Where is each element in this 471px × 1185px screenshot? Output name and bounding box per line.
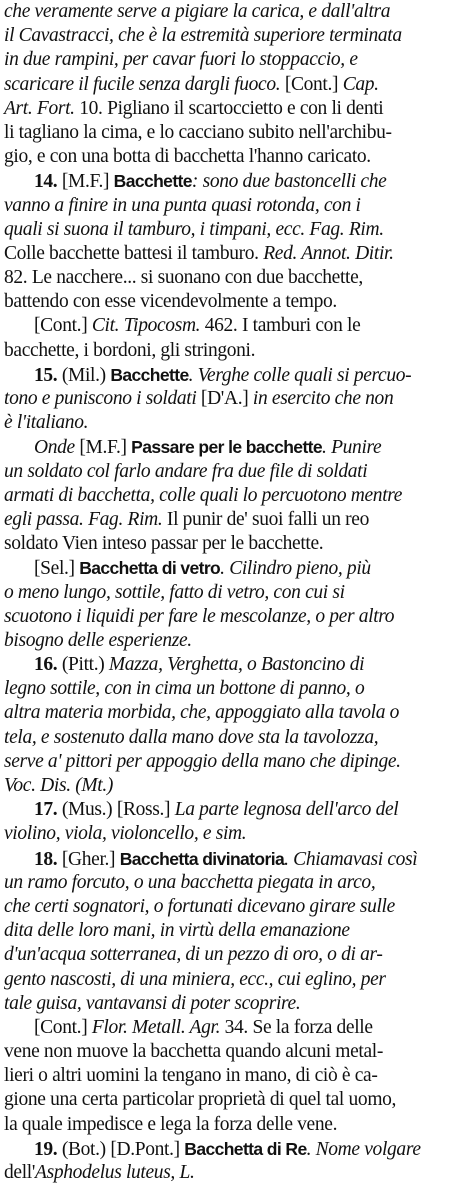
text-segment: li tagliano la cima, e lo cacciano subito nell'archibu- xyxy=(4,121,392,143)
text-line xyxy=(4,218,467,242)
text-segment: legno sottile, con in cima un bottone di panno, o xyxy=(4,678,365,700)
text-segment: è l'italiano. xyxy=(4,412,89,434)
sense-number: 15. xyxy=(34,364,62,386)
text-segment: scaricare il fucile senza dargli fuoco. xyxy=(4,73,285,95)
text-segment: d'un'acqua sotterranea, di un pezzo di oro, o di ar- xyxy=(4,944,383,966)
text-line xyxy=(4,1088,467,1112)
text-segment: dita delle loro mani, in virtù della emanazione xyxy=(4,920,350,942)
text-line xyxy=(4,290,467,314)
text-segment: Art. Fort. xyxy=(4,97,80,119)
text-segment: [Cont.] xyxy=(34,1016,92,1038)
text-line xyxy=(4,943,467,967)
text-segment: battendo con esse vicendevolmente a tempo. xyxy=(4,291,337,313)
text-line xyxy=(4,581,467,605)
text-segment: [Cont.] xyxy=(284,73,343,95)
text-segment: (Mus.) [Ross.] xyxy=(61,799,175,821)
text-line xyxy=(4,145,467,169)
text-segment: bacchette, i bordoni, gli stringoni. xyxy=(4,339,256,361)
text-segment: (Bot.) [D.Pont.] xyxy=(61,1138,185,1160)
text-line xyxy=(4,750,467,774)
text-segment: serve a' pittori per appoggio della mano che dipinge. xyxy=(4,750,401,772)
text-segment: tela, e sostenuto dalla mano dove sta la tavolozza, xyxy=(4,726,379,748)
text-line xyxy=(4,871,467,895)
text-segment: 10. Pigliano il scartoccietto e con li denti xyxy=(79,97,384,119)
text-segment: vene non muove la bacchetta quando alcuni metal- xyxy=(4,1041,383,1063)
text-segment: o meno lungo, sottile, fatto di vetro, con cui si xyxy=(4,581,345,603)
text-line xyxy=(4,822,467,846)
text-segment: Mazza, Verghetta, o Bastoncino di xyxy=(108,654,365,676)
sense-number: 19. xyxy=(34,1138,62,1160)
text-segment: Flor. Metall. Agr. xyxy=(91,1016,225,1038)
sense-number: 18. xyxy=(34,848,62,870)
text-line xyxy=(4,1113,467,1137)
text-segment: un soldato col farlo andare fra due file di soldati xyxy=(4,460,368,482)
text-segment: in due rampini, per cavar fuori lo stoppaccio, e xyxy=(4,49,358,71)
text-line xyxy=(4,266,467,290)
text-segment: . Chiamavasi così xyxy=(284,848,418,870)
text-line xyxy=(4,992,467,1016)
text-segment: tale guisa, vantavansi di poter scoprire. xyxy=(4,992,301,1014)
text-line xyxy=(4,556,467,580)
text-segment: la quale impedisce e lega la forza delle vene. xyxy=(4,1113,338,1135)
text-segment: tono e puniscono i soldati xyxy=(4,388,201,409)
text-segment: . Punire xyxy=(322,437,382,459)
text-segment: il Cavastracci, xyxy=(4,25,119,47)
text-segment: scuotono i liquidi per fare le mescolanze, o per altro xyxy=(4,605,395,627)
entry-headword: Bacchetta di Re xyxy=(184,1138,307,1159)
text-line xyxy=(4,73,467,97)
text-line xyxy=(4,774,467,798)
text-segment: egli passa. Fag. Rim. xyxy=(4,508,167,530)
sense-number: 16. xyxy=(34,654,62,676)
text-segment: 34. Se la forza delle xyxy=(224,1016,373,1038)
text-line xyxy=(4,968,467,992)
text-line xyxy=(4,726,467,750)
text-line xyxy=(4,0,467,24)
text-line xyxy=(4,339,467,363)
text-line xyxy=(4,97,467,121)
text-segment: altra materia morbida, che, appoggiato alla tavola o xyxy=(4,702,400,724)
text-line xyxy=(4,169,467,193)
text-segment: quali si suona il tamburo, i timpani, ecc. Fag. Rim. xyxy=(4,218,384,240)
text-line xyxy=(4,314,467,338)
text-line xyxy=(4,605,467,629)
sense-number: 14. xyxy=(34,171,62,193)
text-segment: Il punir de' suoi falli un reo xyxy=(166,508,369,530)
text-line xyxy=(4,484,467,508)
text-line xyxy=(4,919,467,943)
text-line xyxy=(4,847,467,871)
text-segment: Cit. Tipocosm. xyxy=(91,315,205,337)
text-line xyxy=(4,532,467,556)
text-segment: che è la estremità superiore terminata xyxy=(118,25,402,47)
text-segment: [Gher.] xyxy=(61,848,120,870)
text-line xyxy=(4,895,467,919)
text-segment: La parte legnosa dell'arco del xyxy=(174,799,399,821)
text-segment: [Sel.] xyxy=(34,558,80,580)
text-segment: Onde xyxy=(34,437,80,459)
text-segment: 462. I tamburi con le xyxy=(204,315,361,337)
text-line xyxy=(4,435,467,459)
text-segment: [Cont.] xyxy=(34,315,92,337)
text-line xyxy=(4,1137,467,1161)
text-segment: . Cilindro pieno, più xyxy=(220,558,371,580)
text-segment: gento nascosti, di una miniera, ecc., cui eglino, per xyxy=(4,968,386,990)
text-segment: armati di bacchetta, colle quali lo percuotono mentre xyxy=(4,484,403,506)
text-segment: Red. Annot. Ditir. xyxy=(263,242,394,264)
entry-headword: Passare per le bacchette xyxy=(131,437,323,458)
text-segment: soldato Vien inteso passar per le bacchette. xyxy=(4,533,324,555)
text-segment: Colle bacchette battesi il tamburo. xyxy=(4,242,264,264)
text-line xyxy=(4,798,467,822)
text-segment: gione una certa particolar proprietà di quel tal uomo, xyxy=(4,1089,397,1111)
text-segment: . Verghe colle quali si percuo- xyxy=(188,364,412,386)
text-line xyxy=(4,1064,467,1088)
text-segment: 82. Le nacchere... si suonano con due bacchette, xyxy=(4,267,363,289)
text-line xyxy=(4,363,467,387)
text-segment: che veramente serve a pigiare la carica, e dall'altra xyxy=(4,1,391,22)
text-segment: lieri o altri uomini la tengano in mano, di ciò è ca- xyxy=(4,1065,378,1087)
text-segment: (Mil.) xyxy=(61,364,111,386)
text-segment: [M.F.] xyxy=(61,171,114,193)
text-line xyxy=(4,460,467,484)
text-segment: bisogno delle esperienze. xyxy=(4,629,192,651)
text-segment: . Nome volgare xyxy=(306,1138,421,1160)
text-line xyxy=(4,701,467,725)
text-segment: : sono due bastoncelli che xyxy=(191,171,387,193)
text-segment: Voc. Dis. (Mt.) xyxy=(4,775,114,796)
text-segment: un ramo forcuto, o una bacchetta piegata in arco, xyxy=(4,871,376,893)
text-segment: Asphodelus luteus, L. xyxy=(35,1162,195,1183)
text-line xyxy=(4,48,467,72)
text-segment: dell' xyxy=(4,1162,36,1183)
sense-number: 17. xyxy=(34,799,62,821)
entry-headword: Bacchette xyxy=(113,171,192,192)
text-line xyxy=(4,121,467,145)
entry-headword: Bacchette xyxy=(110,364,189,385)
text-line xyxy=(4,653,467,677)
text-line xyxy=(4,1040,467,1064)
entry-headword: Bacchetta di vetro xyxy=(79,558,221,579)
text-line xyxy=(4,387,467,411)
text-line xyxy=(4,242,467,266)
text-line xyxy=(4,508,467,532)
text-segment: Cap. xyxy=(342,73,379,95)
text-segment: [M.F.] xyxy=(79,437,132,459)
text-line xyxy=(4,629,467,653)
text-segment: gio, e con una botta di bacchetta l'hanno caricato. xyxy=(4,146,371,168)
text-segment: che certi sognatori, o fortunati dicevano girare sulle xyxy=(4,895,395,917)
text-segment: vanno a finire in una punta quasi rotonda, con i xyxy=(4,194,361,216)
text-line xyxy=(4,411,467,435)
text-line xyxy=(4,1161,467,1185)
text-segment: in esercito che non xyxy=(252,388,394,409)
text-line xyxy=(4,677,467,701)
text-segment: violino, viola, violoncello, e sim. xyxy=(4,823,247,845)
text-segment: (Pitt.) xyxy=(61,654,109,676)
text-line xyxy=(4,194,467,218)
text-line xyxy=(4,24,467,48)
entry-headword: Bacchetta divinatoria xyxy=(119,848,285,869)
text-segment: [D'A.] xyxy=(200,388,253,409)
text-line xyxy=(4,1016,467,1040)
